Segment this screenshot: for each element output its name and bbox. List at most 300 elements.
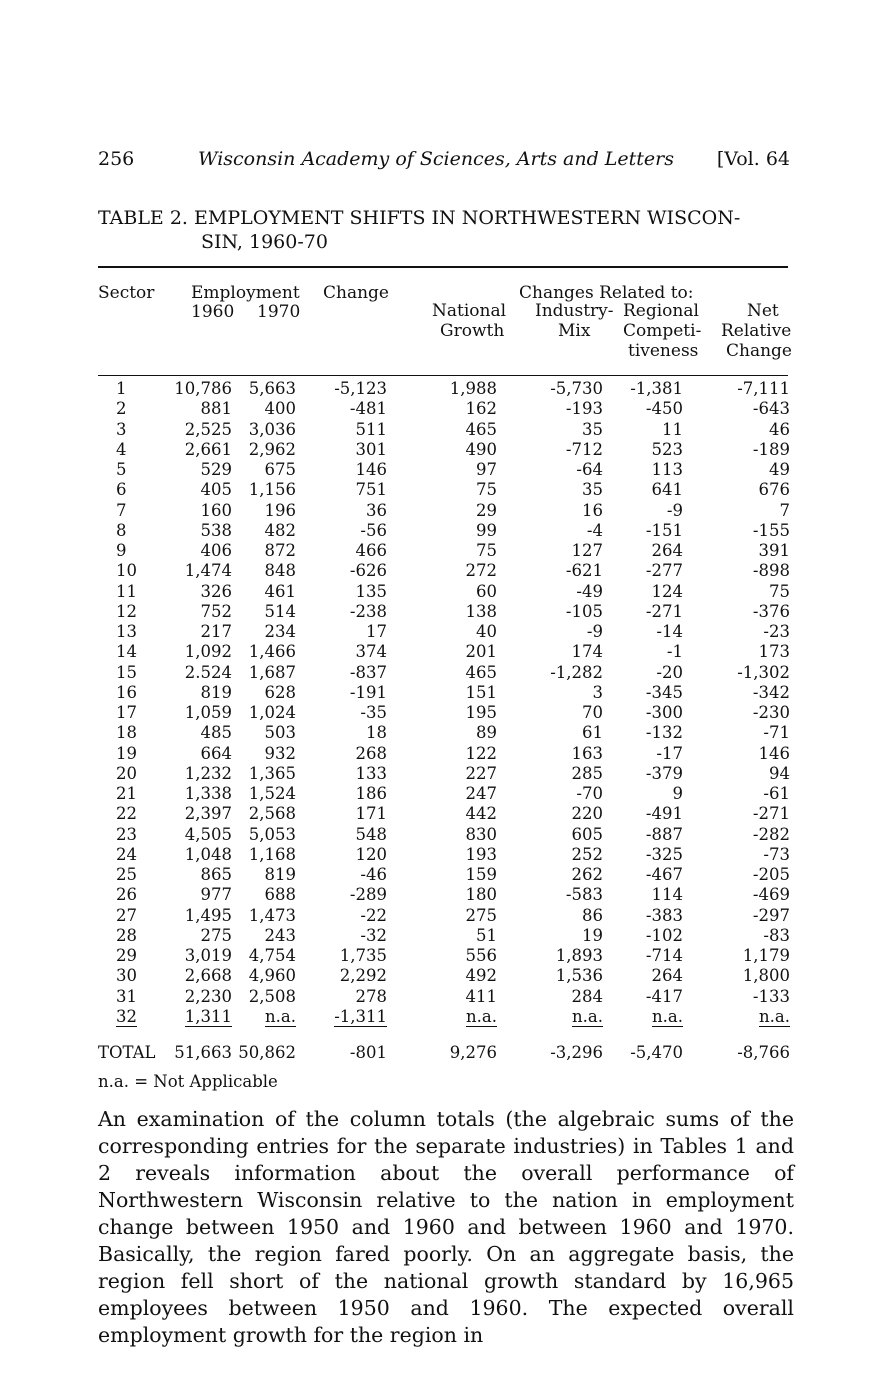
cell-change: -481 [349,399,387,419]
cell-emp-1960: 1,495 [184,905,232,925]
cell-sector: 25 [116,865,137,885]
cell-regional-competitiveness: -102 [645,925,683,945]
cell-emp-1970: 932 [264,743,296,763]
cell-national-growth: 60 [476,581,497,601]
cell-industry-mix: -193 [565,399,603,419]
cell-emp-1960: 1,059 [184,703,232,723]
cell-emp-1970: 2,508 [248,986,296,1006]
cell-emp-1970: 196 [264,500,296,520]
cell-sector: 32 [116,1006,137,1026]
table-header-rule [98,375,788,376]
cell-regional-competitiveness: 264 [651,966,683,986]
cell-change: -46 [360,865,387,885]
table-row [98,420,790,440]
cell-sector: 22 [116,804,137,824]
cell-net-relative-change: 1,800 [742,966,790,986]
cell-regional-competitiveness: -887 [645,824,683,844]
cell-sector: 8 [116,520,127,540]
cell-industry-mix: -5,730 [550,379,603,399]
cell-national-growth: 122 [465,743,497,763]
cell-change: -289 [349,885,387,905]
table-row [98,744,790,764]
cell-national-growth: 51 [476,925,497,945]
table-row [98,582,790,602]
cell-emp-1970: 4,960 [248,966,296,986]
cell-emp-1960: 2,661 [184,439,232,459]
cell-change: 2,292 [339,966,387,986]
cell-sector: 27 [116,905,137,925]
header-national: National [432,301,507,321]
cell-net-relative-change: 391 [758,541,790,561]
cell-emp-1970: 1,466 [248,642,296,662]
cell-regional-competitiveness: 114 [651,885,683,905]
cell-industry-mix: 35 [582,419,603,439]
cell-regional-competitiveness: 113 [651,460,683,480]
cell-sector: 15 [116,662,137,682]
cell-sector: 17 [116,703,137,723]
cell-emp-1960: 2.524 [184,662,232,682]
table-row [98,501,790,521]
cell-net-relative-change: -297 [752,905,790,925]
cell-emp-1960: 664 [200,743,232,763]
cell-regional-competitiveness: 264 [651,541,683,561]
cell-regional-competitiveness: -14 [656,622,683,642]
cell-net-relative-change: -83 [763,925,790,945]
table-row [98,987,790,1007]
cell-regional-competitiveness: -300 [645,703,683,723]
cell-national-growth: 193 [465,844,497,864]
cell-sector: 9 [116,541,127,561]
cell-net-relative-change: -23 [763,622,790,642]
cell-net-relative-change: 7 [779,500,790,520]
cell-national-growth: 1,988 [449,379,497,399]
total-sector: TOTAL [98,1043,156,1062]
table-row [98,926,790,946]
cell-sector: 3 [116,419,127,439]
cell-emp-1970: 1,473 [248,905,296,925]
cell-national-growth: 99 [476,520,497,540]
cell-sector: 7 [116,500,127,520]
cell-sector: 28 [116,925,137,945]
cell-regional-competitiveness: n.a. [652,1006,683,1026]
table-row [98,561,790,581]
table-row [98,825,790,845]
cell-national-growth: 492 [465,966,497,986]
cell-net-relative-change: 49 [769,460,790,480]
cell-change: 301 [355,439,387,459]
cell-change: 120 [355,844,387,864]
cell-national-growth: 195 [465,703,497,723]
table-row [98,966,790,986]
table-row [98,764,790,784]
cell-sector: 18 [116,723,137,743]
table-row [98,460,790,480]
cell-industry-mix: 285 [571,763,603,783]
cell-national-growth: 465 [465,662,497,682]
cell-national-growth: 138 [465,601,497,621]
cell-emp-1970: 2,962 [248,439,296,459]
cell-sector: 13 [116,622,137,642]
table-row [98,602,790,622]
cell-national-growth: 465 [465,419,497,439]
cell-regional-competitiveness: -383 [645,905,683,925]
cell-emp-1970: 503 [264,723,296,743]
cell-regional-competitiveness: -20 [656,662,683,682]
cell-emp-1970: 482 [264,520,296,540]
header-sector: Sector [98,283,155,303]
cell-regional-competitiveness: 641 [651,480,683,500]
cell-change: -837 [349,662,387,682]
cell-industry-mix: 86 [582,905,603,925]
total-national-growth: 9,276 [449,1043,497,1062]
header-1970: 1970 [257,302,301,322]
cell-net-relative-change: -205 [752,865,790,885]
cell-industry-mix: 605 [571,824,603,844]
cell-change: 18 [366,723,387,743]
table-row [98,703,790,723]
cell-sector: 23 [116,824,137,844]
cell-industry-mix: -64 [576,460,603,480]
table-row [98,784,790,804]
cell-emp-1960: 977 [200,885,232,905]
body-paragraph: An examination of the column totals (the algebraic sums of the corresponding entries for the separate industries) in Tables 1 and 2 reveals information about the overall performance of Northwestern Wisconsin relative to the nation in employment change between 1950 and 1960 and between 1960 and 1970. Basically, the region fared poorly. On an aggregate basis, the region fell short of the national growth standard by 16,965 employees between 1950 and 1960. The expected overall employment growth for the region in [98,1107,794,1347]
cell-industry-mix: -712 [565,439,603,459]
cell-change: 186 [355,784,387,804]
cell-emp-1970: 2,568 [248,804,296,824]
table-row [98,845,790,865]
cell-emp-1960: 406 [200,541,232,561]
cell-emp-1960: 865 [200,865,232,885]
cell-net-relative-change: -342 [752,682,790,702]
cell-change: -238 [349,601,387,621]
header-change: Change [323,283,389,303]
cell-national-growth: 89 [476,723,497,743]
cell-emp-1960: 1,474 [184,561,232,581]
cell-change: 548 [355,824,387,844]
cell-sector: 30 [116,966,137,986]
cell-sector: 12 [116,601,137,621]
cell-net-relative-change: -271 [752,804,790,824]
table-footnote: n.a. = Not Applicable [98,1072,278,1091]
cell-industry-mix: 220 [571,804,603,824]
cell-sector: 6 [116,480,127,500]
cell-industry-mix: -583 [565,885,603,905]
cell-change: -22 [360,905,387,925]
header-competi: Competi- [623,321,702,341]
cell-sector: 26 [116,885,137,905]
header-employment: Employment [191,283,300,303]
table-title-line1: TABLE 2. EMPLOYMENT SHIFTS IN NORTHWESTERN WISCON- [98,207,741,229]
cell-sector: 31 [116,986,137,1006]
cell-industry-mix: n.a. [572,1006,603,1026]
cell-emp-1960: 3,019 [184,946,232,966]
cell-net-relative-change: -189 [752,439,790,459]
cell-emp-1970: 628 [264,682,296,702]
cell-change: -5,123 [334,379,387,399]
cell-change: -1,311 [334,1006,387,1026]
table-total-row [98,1027,790,1063]
cell-emp-1960: 538 [200,520,232,540]
table-row [98,865,790,885]
cell-national-growth: 151 [465,682,497,702]
cell-national-growth: 247 [465,784,497,804]
cell-emp-1960: 4,505 [184,824,232,844]
cell-change: 146 [355,460,387,480]
header-net-change: Change [726,341,792,361]
table-row [98,440,790,460]
cell-emp-1970: 1,156 [248,480,296,500]
cell-emp-1970: 5,663 [248,379,296,399]
cell-emp-1960: 1,048 [184,844,232,864]
cell-industry-mix: -70 [576,784,603,804]
cell-regional-competitiveness: -450 [645,399,683,419]
cell-net-relative-change: -61 [763,784,790,804]
cell-emp-1970: 819 [264,865,296,885]
cell-regional-competitiveness: -345 [645,682,683,702]
header-industry: Industry- [535,301,614,321]
cell-net-relative-change: 94 [769,763,790,783]
cell-net-relative-change: -230 [752,703,790,723]
table-row [98,399,790,419]
cell-national-growth: 411 [465,986,497,1006]
cell-net-relative-change: 75 [769,581,790,601]
cell-emp-1970: 400 [264,399,296,419]
cell-regional-competitiveness: -151 [645,520,683,540]
cell-net-relative-change: 173 [758,642,790,662]
table-row [98,804,790,824]
cell-national-growth: 40 [476,622,497,642]
cell-change: 268 [355,743,387,763]
cell-industry-mix: 262 [571,865,603,885]
cell-emp-1970: 4,754 [248,946,296,966]
table-row [98,541,790,561]
cell-national-growth: 75 [476,480,497,500]
cell-sector: 5 [116,460,127,480]
cell-regional-competitiveness: -277 [645,561,683,581]
cell-national-growth: 29 [476,500,497,520]
cell-sector: 10 [116,561,137,581]
total-emp-1960: 51,663 [174,1043,232,1062]
total-emp-1970: 50,862 [238,1043,296,1062]
cell-emp-1970: n.a. [265,1006,296,1026]
cell-net-relative-change: 46 [769,419,790,439]
cell-emp-1970: 688 [264,885,296,905]
cell-emp-1960: 2,230 [184,986,232,1006]
cell-net-relative-change: -73 [763,844,790,864]
total-change: -801 [349,1043,387,1062]
cell-sector: 19 [116,743,137,763]
cell-industry-mix: 61 [582,723,603,743]
cell-industry-mix: 284 [571,986,603,1006]
journal-title: Wisconsin Academy of Sciences, Arts and Letters [198,148,674,170]
header-regional: Regional [623,301,699,321]
table-row [98,663,790,683]
cell-industry-mix: 174 [571,642,603,662]
cell-national-growth: 180 [465,885,497,905]
cell-emp-1960: 2,397 [184,804,232,824]
cell-sector: 29 [116,946,137,966]
table-row [98,521,790,541]
page-number: 256 [98,148,135,170]
cell-national-growth: 227 [465,763,497,783]
cell-national-growth: 442 [465,804,497,824]
cell-change: 751 [355,480,387,500]
cell-regional-competitiveness: -1,381 [630,379,683,399]
cell-regional-competitiveness: -132 [645,723,683,743]
cell-net-relative-change: -898 [752,561,790,581]
table-row [98,683,790,703]
cell-emp-1970: 675 [264,460,296,480]
total-regional-competitiveness: -5,470 [630,1043,683,1062]
table-row [98,622,790,642]
header-growth: Growth [440,321,505,341]
header-net: Net [747,301,779,321]
cell-emp-1970: 1,024 [248,703,296,723]
cell-net-relative-change: -1,302 [737,662,790,682]
cell-change: 135 [355,581,387,601]
cell-regional-competitiveness: -714 [645,946,683,966]
cell-regional-competitiveness: -491 [645,804,683,824]
cell-sector: 1 [116,379,127,399]
cell-regional-competitiveness: 124 [651,581,683,601]
cell-emp-1970: 1,687 [248,662,296,682]
cell-sector: 24 [116,844,137,864]
cell-change: 511 [355,419,387,439]
cell-emp-1970: 3,036 [248,419,296,439]
cell-net-relative-change: 146 [758,743,790,763]
cell-emp-1970: 234 [264,622,296,642]
cell-change: 278 [355,986,387,1006]
cell-regional-competitiveness: 11 [662,419,683,439]
cell-emp-1960: 1,311 [184,1006,232,1026]
cell-industry-mix: -105 [565,601,603,621]
cell-emp-1960: 10,786 [174,379,232,399]
cell-emp-1960: 405 [200,480,232,500]
cell-change: -626 [349,561,387,581]
cell-sector: 14 [116,642,137,662]
cell-net-relative-change: n.a. [759,1006,790,1026]
cell-regional-competitiveness: 523 [651,439,683,459]
cell-industry-mix: 70 [582,703,603,723]
cell-national-growth: 275 [465,905,497,925]
cell-net-relative-change: -133 [752,986,790,1006]
cell-national-growth: n.a. [466,1006,497,1026]
table-row [98,480,790,500]
cell-sector: 20 [116,763,137,783]
cell-emp-1960: 275 [200,925,232,945]
cell-sector: 16 [116,682,137,702]
cell-national-growth: 272 [465,561,497,581]
header-1960: 1960 [191,302,235,322]
cell-national-growth: 159 [465,865,497,885]
cell-national-growth: 162 [465,399,497,419]
cell-emp-1960: 881 [200,399,232,419]
cell-change: -35 [360,703,387,723]
cell-change: 133 [355,763,387,783]
cell-regional-competitiveness: -271 [645,601,683,621]
header-mix: Mix [558,321,591,341]
total-industry-mix: -3,296 [550,1043,603,1062]
header-changes-related: Changes Related to: [519,283,694,303]
cell-industry-mix: -1,282 [550,662,603,682]
cell-national-growth: 97 [476,460,497,480]
employment-table [98,379,790,1063]
cell-emp-1970: 848 [264,561,296,581]
cell-industry-mix: 252 [571,844,603,864]
table-row [98,885,790,905]
cell-emp-1960: 485 [200,723,232,743]
cell-change: 36 [366,500,387,520]
cell-regional-competitiveness: -417 [645,986,683,1006]
table-row [98,1007,790,1027]
cell-change: 171 [355,804,387,824]
cell-industry-mix: 127 [571,541,603,561]
cell-regional-competitiveness: -379 [645,763,683,783]
cell-emp-1960: 160 [200,500,232,520]
cell-emp-1970: 5,053 [248,824,296,844]
cell-net-relative-change: -282 [752,824,790,844]
cell-sector: 11 [116,581,137,601]
header-relative: Relative [721,321,792,341]
cell-national-growth: 75 [476,541,497,561]
running-head [98,148,790,174]
cell-emp-1960: 2,525 [184,419,232,439]
cell-net-relative-change: -7,111 [737,379,790,399]
cell-net-relative-change: -469 [752,885,790,905]
table-row [98,642,790,662]
cell-emp-1960: 529 [200,460,232,480]
cell-emp-1960: 1,338 [184,784,232,804]
cell-net-relative-change: 1,179 [742,946,790,966]
cell-change: -32 [360,925,387,945]
volume-label: [Vol. 64 [716,148,790,170]
cell-national-growth: 490 [465,439,497,459]
cell-industry-mix: 19 [582,925,603,945]
cell-emp-1970: 1,365 [248,763,296,783]
cell-change: 466 [355,541,387,561]
cell-change: 374 [355,642,387,662]
cell-sector: 4 [116,439,127,459]
cell-emp-1970: 514 [264,601,296,621]
cell-net-relative-change: 676 [758,480,790,500]
cell-industry-mix: 1,893 [555,946,603,966]
header-tiveness: tiveness [628,341,699,361]
cell-industry-mix: -4 [586,520,603,540]
cell-emp-1970: 1,168 [248,844,296,864]
cell-emp-1970: 872 [264,541,296,561]
cell-emp-1960: 2,668 [184,966,232,986]
table-row [98,906,790,926]
cell-national-growth: 556 [465,946,497,966]
cell-emp-1960: 1,092 [184,642,232,662]
table-row [98,723,790,743]
cell-change: 1,735 [339,946,387,966]
cell-emp-1960: 1,232 [184,763,232,783]
cell-industry-mix: 3 [592,682,603,702]
cell-net-relative-change: -71 [763,723,790,743]
cell-emp-1960: 217 [200,622,232,642]
cell-regional-competitiveness: -325 [645,844,683,864]
cell-net-relative-change: -155 [752,520,790,540]
cell-change: 17 [366,622,387,642]
cell-emp-1960: 819 [200,682,232,702]
cell-change: -191 [349,682,387,702]
cell-emp-1970: 243 [264,925,296,945]
cell-industry-mix: 1,536 [555,966,603,986]
cell-emp-1960: 752 [200,601,232,621]
cell-sector: 2 [116,399,127,419]
cell-regional-competitiveness: -1 [666,642,683,662]
